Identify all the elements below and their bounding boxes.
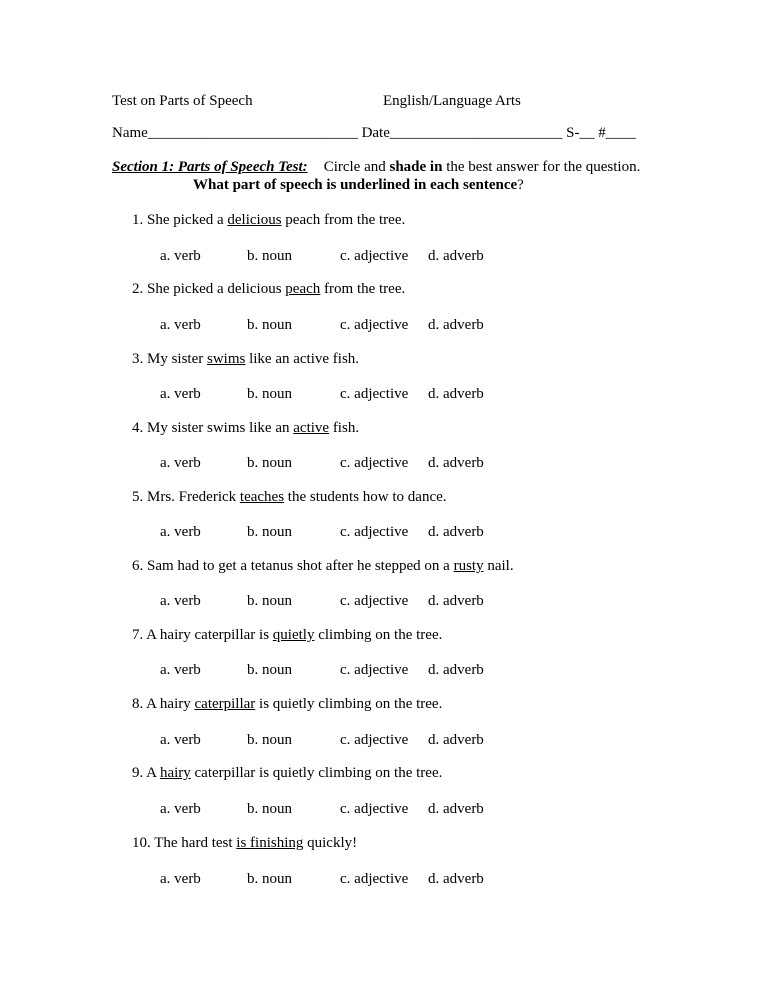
question-10 xyxy=(132,834,357,852)
question-text-pre: 8. A hairy xyxy=(132,696,195,712)
question-text-post: climbing on the tree. xyxy=(314,627,443,643)
question-8 xyxy=(132,695,442,713)
option-c[interactable]: c. adjective xyxy=(340,455,409,471)
option-d[interactable]: d. adverb xyxy=(428,871,484,887)
option-a[interactable]: a. verb xyxy=(160,455,201,471)
option-b[interactable]: b. noun xyxy=(247,248,292,264)
option-d[interactable]: d. adverb xyxy=(428,801,484,817)
question-text-post: like an active fish. xyxy=(245,351,360,367)
option-c[interactable]: c. adjective xyxy=(340,871,409,887)
question-text-pre: 10. The hard test xyxy=(132,835,237,851)
option-d[interactable]: d. adverb xyxy=(428,524,484,540)
underlined-word: hairy xyxy=(159,765,191,781)
option-b[interactable]: b. noun xyxy=(247,732,292,748)
question-text-pre: 2. She picked a delicious xyxy=(132,281,286,297)
section-subtitle xyxy=(193,176,524,194)
option-a[interactable]: a. verb xyxy=(160,248,201,264)
question-text-pre: 6. Sam had to get a tetanus shot after he stepped on a xyxy=(132,558,454,574)
question-text-post: peach from the tree. xyxy=(281,212,406,228)
question-text-pre: 3. My sister xyxy=(132,351,207,367)
option-d[interactable]: d. adverb xyxy=(428,662,484,678)
option-c[interactable]: c. adjective xyxy=(340,732,409,748)
question-text-post: is quietly climbing on the tree. xyxy=(255,696,443,712)
option-d[interactable]: d. adverb xyxy=(428,248,484,264)
subject-title: English/Language Arts xyxy=(383,93,521,109)
question-text-pre: 9. A xyxy=(132,765,160,781)
name-date-line: Name____________________________ Date_______________________ S-__ #____ xyxy=(112,125,636,141)
question-text-pre: 5. Mrs. Frederick xyxy=(132,489,240,505)
question-2 xyxy=(132,280,405,298)
underlined-word: quietly xyxy=(272,627,315,643)
question-5 xyxy=(132,488,447,506)
underlined-word: active xyxy=(293,420,330,436)
question-text-post: from the tree. xyxy=(320,281,406,297)
instruction-post: the best answer for the question. xyxy=(442,159,641,175)
option-a[interactable]: a. verb xyxy=(160,593,201,609)
option-b[interactable]: b. noun xyxy=(247,871,292,887)
option-a[interactable]: a. verb xyxy=(160,662,201,678)
option-a[interactable]: a. verb xyxy=(160,732,201,748)
question-text-post: caterpillar is quietly climbing on the tree. xyxy=(190,765,443,781)
question-7 xyxy=(132,626,442,644)
option-b[interactable]: b. noun xyxy=(247,801,292,817)
question-text-post: nail. xyxy=(483,558,514,574)
option-c[interactable]: c. adjective xyxy=(340,248,409,264)
option-a[interactable]: a. verb xyxy=(160,801,201,817)
option-c[interactable]: c. adjective xyxy=(340,524,409,540)
option-d[interactable]: d. adverb xyxy=(428,317,484,333)
option-b[interactable]: b. noun xyxy=(247,662,292,678)
question-1 xyxy=(132,211,405,229)
question-4 xyxy=(132,419,359,437)
question-6 xyxy=(132,557,514,575)
question-text-post: fish. xyxy=(329,420,360,436)
underlined-word: teaches xyxy=(239,489,285,505)
option-a[interactable]: a. verb xyxy=(160,386,201,402)
question-text-pre: 4. My sister swims like an xyxy=(132,420,294,436)
question-text-pre: 7. A hairy caterpillar is xyxy=(132,627,273,643)
underlined-word: caterpillar xyxy=(194,696,256,712)
underlined-word: is finishing xyxy=(236,835,304,851)
option-c[interactable]: c. adjective xyxy=(340,801,409,817)
option-b[interactable]: b. noun xyxy=(247,524,292,540)
option-a[interactable]: a. verb xyxy=(160,317,201,333)
option-b[interactable]: b. noun xyxy=(247,593,292,609)
option-d[interactable]: d. adverb xyxy=(428,386,484,402)
subtitle-end: ? xyxy=(517,177,524,193)
option-c[interactable]: c. adjective xyxy=(340,386,409,402)
option-d[interactable]: d. adverb xyxy=(428,732,484,748)
option-d[interactable]: d. adverb xyxy=(428,455,484,471)
option-c[interactable]: c. adjective xyxy=(340,662,409,678)
instruction-bold: shade in xyxy=(389,159,443,175)
option-b[interactable]: b. noun xyxy=(247,455,292,471)
option-b[interactable]: b. noun xyxy=(247,386,292,402)
question-text-post: quickly! xyxy=(303,835,358,851)
test-title: Test on Parts of Speech xyxy=(112,93,253,109)
underlined-word: rusty xyxy=(453,558,484,574)
option-c[interactable]: c. adjective xyxy=(340,317,409,333)
section-title: Section 1: Parts of Speech Test: xyxy=(112,159,308,175)
option-c[interactable]: c. adjective xyxy=(340,593,409,609)
subtitle-bold: What part of speech is underlined in each sentence xyxy=(193,177,518,193)
underlined-word: peach xyxy=(285,281,321,297)
option-a[interactable]: a. verb xyxy=(160,524,201,540)
instruction-pre: Circle and xyxy=(323,159,390,175)
question-3 xyxy=(132,350,359,368)
option-a[interactable]: a. verb xyxy=(160,871,201,887)
section-instruction xyxy=(324,159,641,175)
underlined-word: swims xyxy=(207,351,246,367)
option-d[interactable]: d. adverb xyxy=(428,593,484,609)
question-9 xyxy=(132,764,442,782)
underlined-word: delicious xyxy=(227,212,282,228)
question-text-post: the students how to dance. xyxy=(284,489,447,505)
question-text-pre: 1. She picked a xyxy=(132,212,228,228)
option-b[interactable]: b. noun xyxy=(247,317,292,333)
section-heading xyxy=(112,158,640,176)
